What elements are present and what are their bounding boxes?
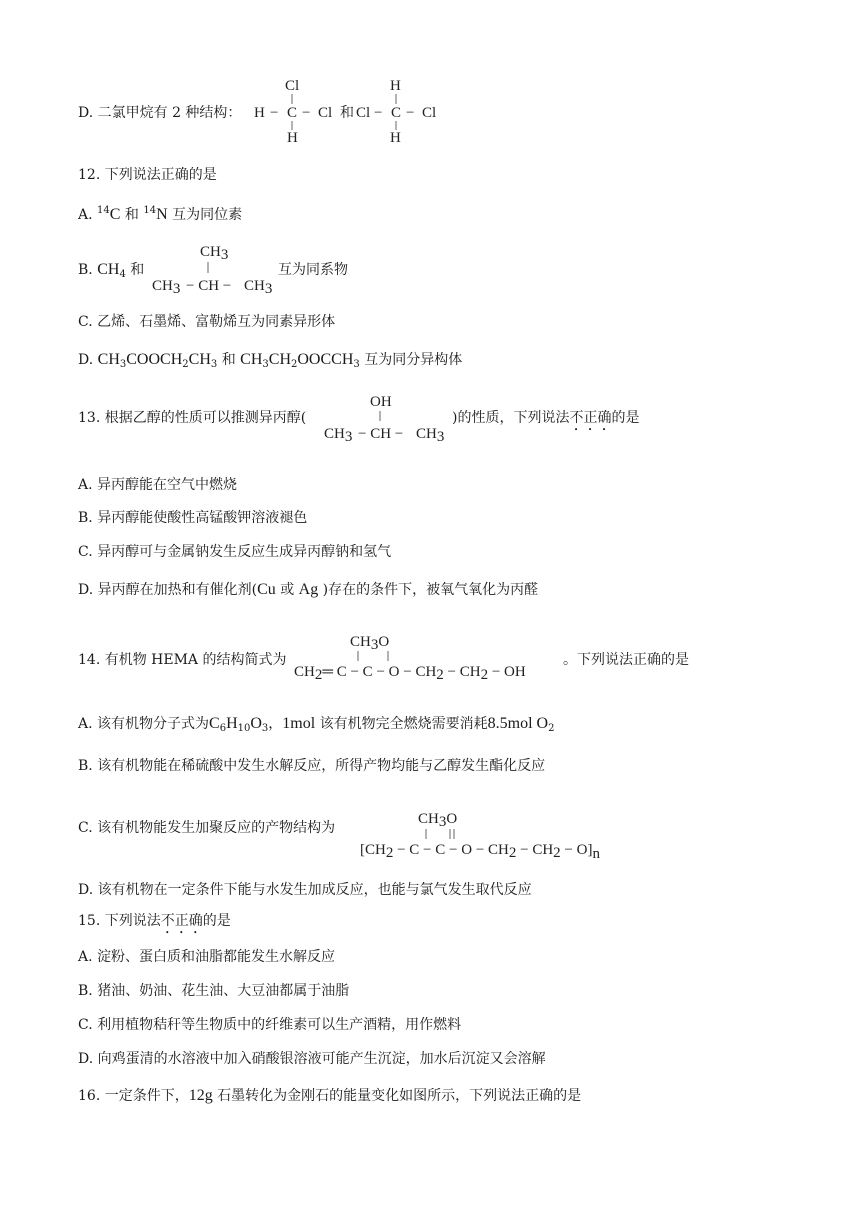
atom: CH3O bbox=[418, 811, 458, 830]
q13-stem-pre: 13. 根据乙醇的性质可以推测异丙醇( bbox=[78, 410, 307, 426]
atom: CH3O bbox=[350, 634, 390, 653]
q15-option-b: B. 猪油、奶油、花生油、大豆油都属于油脂 bbox=[78, 983, 350, 999]
atom: − CH − bbox=[358, 426, 404, 442]
q11-and: 和 bbox=[340, 105, 354, 121]
q14-option-c: C. 该有机物能发生加聚反应的产物结构为 bbox=[78, 820, 336, 836]
q11-option-d bbox=[78, 102, 241, 122]
emphasis-text: 不正确 bbox=[160, 913, 203, 929]
q13-option-c: C. 异丙醇可与金属钠发生反应生成异丙醇钠和氢气 bbox=[78, 544, 392, 560]
q14-stem-post: 。下列说法正确的是 bbox=[563, 652, 689, 668]
q12-b-suffix: 互为同系物 bbox=[278, 262, 348, 278]
atom: [CH2 − C − C − O − CH2 − CH2 − O]n bbox=[360, 842, 600, 862]
atom: CH3 bbox=[324, 426, 353, 445]
q15-stem: 15. 下列说法不正确的是 bbox=[78, 913, 231, 929]
q14-struct bbox=[292, 630, 567, 686]
q12-option-a: A. $^{14}$C 和 $^{14}$N 互为同位素 bbox=[78, 205, 243, 223]
atom: CH3 bbox=[416, 426, 445, 445]
q12-stem: 12. 下列说法正确的是 bbox=[78, 167, 217, 183]
atom: CH3 bbox=[200, 244, 229, 263]
q11-struct-1 bbox=[252, 74, 352, 146]
atom: CH3 bbox=[244, 278, 273, 297]
atom: C bbox=[287, 105, 298, 121]
q12-option-d: D. $CH_3COOCH_2CH_3$ 和 $CH_3CH_2OOCCH_3$ 互为同分异构体 bbox=[78, 351, 463, 370]
q14-c-struct bbox=[358, 805, 648, 865]
atom: H bbox=[254, 105, 265, 121]
q12-b-struct bbox=[150, 240, 280, 298]
atom: H bbox=[287, 130, 298, 146]
q13-stem-post: )的性质，下列说法不正确的是 bbox=[452, 410, 640, 426]
q16-stem: 16. 一定条件下，12g 石墨转化为金刚石的能量变化如图所示，下列说法正确的是 bbox=[78, 1087, 582, 1104]
q14-stem-pre: 14. 有机物 HEMA 的结构简式为 bbox=[78, 652, 287, 668]
atom: C bbox=[391, 105, 402, 121]
atom: CH2═ C − C − O − CH2 − CH2 − OH bbox=[294, 664, 526, 683]
q14-option-d: D. 该有机物在一定条件下能与水发生加成反应，也能与氯气发生取代反应 bbox=[78, 882, 532, 898]
q13-option-b: B. 异丙醇能使酸性高锰酸钾溶液褪色 bbox=[78, 510, 308, 526]
q13-option-a: A. 异丙醇能在空气中燃烧 bbox=[78, 477, 238, 493]
atom: Cl bbox=[318, 105, 333, 121]
atom: H bbox=[390, 130, 401, 146]
atom: Cl bbox=[285, 78, 300, 94]
atom: CH3 bbox=[152, 278, 181, 297]
q15-option-d: D. 向鸡蛋清的水溶液中加入硝酸银溶液可能产生沉淀，加水后沉淀又会溶解 bbox=[78, 1051, 546, 1067]
q13-struct bbox=[322, 390, 452, 446]
q12-option-b: B. $CH_4$ 和 bbox=[78, 261, 145, 280]
atom: Cl bbox=[422, 105, 437, 121]
bond: − bbox=[270, 105, 279, 121]
q11-struct-2 bbox=[356, 74, 456, 146]
q15-option-c: C. 利用植物秸秆等生物质中的纤维素可以生产酒精，用作燃料 bbox=[78, 1017, 462, 1033]
q15-option-a: A. 淀粉、蛋白质和油脂都能发生水解反应 bbox=[78, 949, 336, 965]
q12-option-c: C. 乙烯、石墨烯、富勒烯互为同素异形体 bbox=[78, 314, 336, 330]
atom: Cl bbox=[356, 105, 371, 121]
q14-option-b: B. 该有机物能在稀硫酸中发生水解反应，所得产物均能与乙醇发生酯化反应 bbox=[78, 758, 546, 774]
atom: − CH − bbox=[186, 278, 232, 294]
emphasis-text: 不正确 bbox=[569, 410, 612, 426]
bond: − bbox=[374, 105, 383, 121]
bond: − bbox=[406, 105, 415, 121]
q13-option-d: D. 异丙醇在加热和有催化剂(Cu 或 Ag )存在的条件下，被氧气氧化为丙醛 bbox=[78, 581, 539, 598]
bond: − bbox=[302, 105, 311, 121]
atom: OH bbox=[370, 394, 392, 410]
q14-option-a: A. 该有机物分子式为$C_6H_{10}O_3$，1mol 该有机物完全燃烧需要消耗8.5mol $O_2$ bbox=[78, 715, 555, 734]
atom: H bbox=[390, 78, 401, 94]
q11-d-label: D. 二氯甲烷有 2 种结构： bbox=[78, 105, 242, 121]
